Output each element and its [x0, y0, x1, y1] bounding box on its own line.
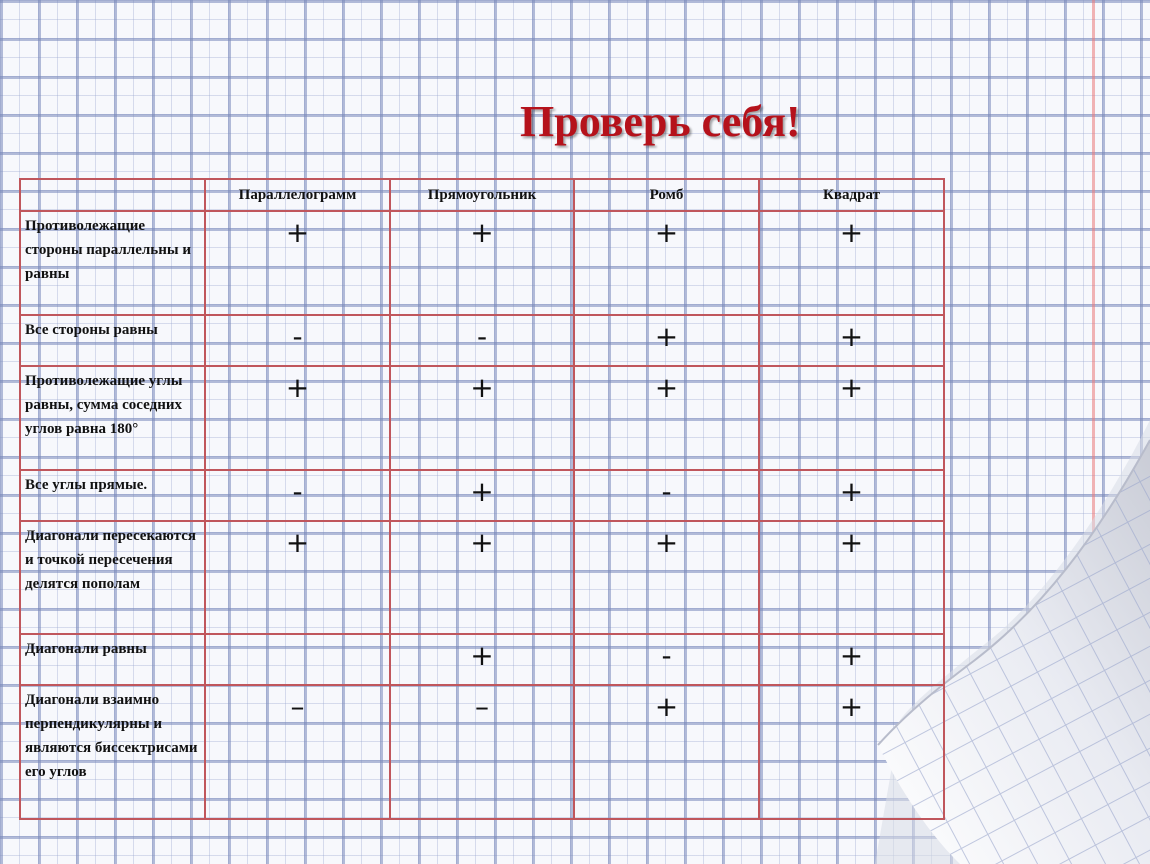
table-header-row — [20, 179, 944, 211]
row-label: Все стороны равны — [20, 315, 205, 366]
row-label: Все углы прямые. — [20, 470, 205, 521]
mark-cell: - — [574, 470, 759, 521]
mark-cell: + — [390, 521, 574, 634]
mark-cell: - — [205, 315, 390, 366]
mark-cell: + — [390, 211, 574, 315]
table-row — [20, 315, 944, 366]
mark-cell: + — [759, 685, 944, 819]
table-row — [20, 470, 944, 521]
mark-cell: - — [390, 315, 574, 366]
notebook-margin-line — [1092, 0, 1095, 864]
mark-cell: + — [205, 366, 390, 470]
column-header-square: Квадрат — [759, 179, 944, 211]
quadrilateral-properties-table — [19, 178, 945, 820]
table-row — [20, 211, 944, 315]
mark-cell — [205, 634, 390, 685]
mark-cell: + — [390, 470, 574, 521]
mark-cell: + — [759, 315, 944, 366]
mark-cell: + — [759, 366, 944, 470]
corner-cell — [20, 179, 205, 211]
table-row — [20, 634, 944, 685]
mark-cell: + — [390, 634, 574, 685]
mark-cell: - — [574, 634, 759, 685]
mark-cell: + — [205, 521, 390, 634]
mark-cell: + — [574, 315, 759, 366]
row-label: Диагонали равны — [20, 634, 205, 685]
mark-cell: + — [390, 366, 574, 470]
mark-cell: – — [205, 685, 390, 819]
mark-cell: + — [759, 470, 944, 521]
mark-cell: + — [759, 521, 944, 634]
table-row — [20, 521, 944, 634]
mark-cell: + — [205, 211, 390, 315]
row-label: Диагонали взаимно перпендикулярны и являются биссектрисами его углов — [20, 685, 205, 819]
table-row — [20, 685, 944, 819]
row-label: Противолежащие стороны параллельны и равны — [20, 211, 205, 315]
row-label: Диагонали пересекаются и точкой пересечения делятся пополам — [20, 521, 205, 634]
mark-cell: + — [574, 685, 759, 819]
mark-cell: + — [574, 211, 759, 315]
mark-cell: + — [574, 366, 759, 470]
row-label: Противолежащие углы равны, сумма соседних углов равна 180° — [20, 366, 205, 470]
column-header-rhombus: Ромб — [574, 179, 759, 211]
table-row — [20, 366, 944, 470]
mark-cell: + — [759, 211, 944, 315]
mark-cell: + — [759, 634, 944, 685]
mark-cell: + — [574, 521, 759, 634]
column-header-parallelogram: Параллелограмм — [205, 179, 390, 211]
column-header-rectangle: Прямоугольник — [390, 179, 574, 211]
mark-cell: - — [205, 470, 390, 521]
mark-cell: – — [390, 685, 574, 819]
page-title: Проверь себя! — [520, 97, 801, 146]
